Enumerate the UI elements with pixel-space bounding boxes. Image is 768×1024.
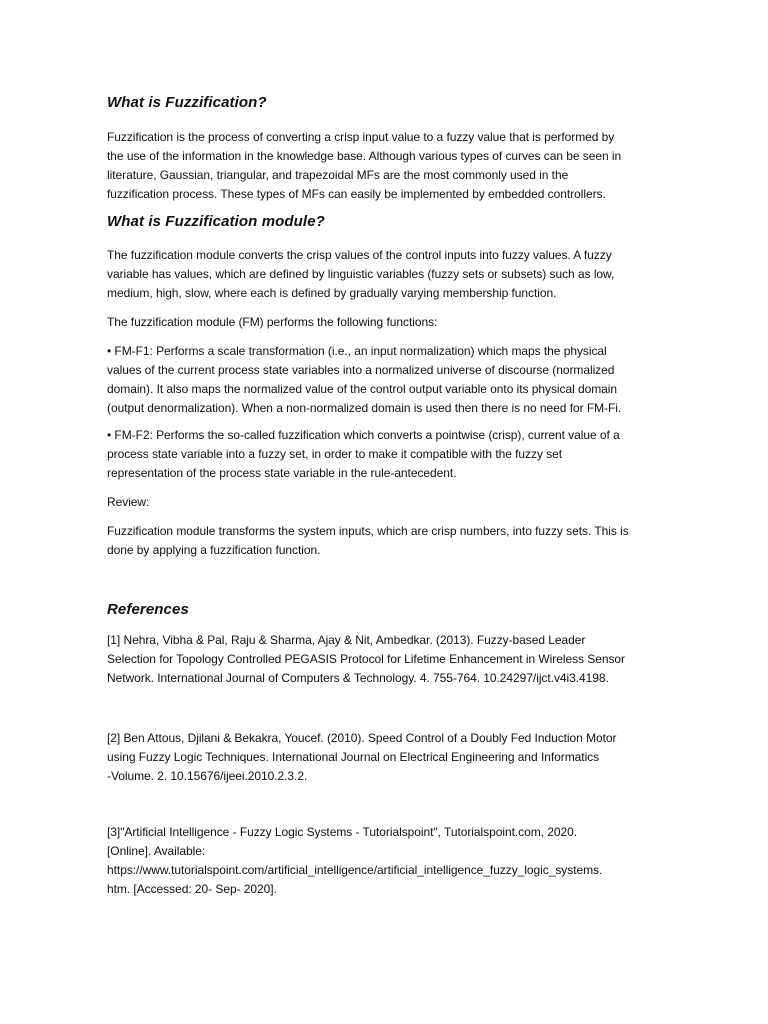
text-line: Fuzzification is the process of converting a crisp input value to a fuzzy value that is performed by bbox=[107, 130, 615, 144]
text-line: [Online]. Available: bbox=[107, 844, 206, 858]
bullet-fm-f1 bbox=[107, 342, 667, 418]
text-line: using Fuzzy Logic Techniques. International Journal on Electrical Engineering and Informatics bbox=[107, 750, 600, 764]
paragraph-fuzzification-definition bbox=[107, 128, 667, 204]
reference-item-1 bbox=[107, 631, 667, 688]
text-line: [3]"Artificial Intelligence - Fuzzy Logic Systems - Tutorialspoint", Tutorialspoint.com, 2020. bbox=[107, 825, 578, 839]
text-line: The fuzzification module converts the crisp values of the control inputs into fuzzy values. A fuzzy bbox=[107, 248, 612, 262]
heading-what-is-fuzzification-module: What is Fuzzification module? bbox=[107, 213, 325, 230]
paragraph-module-intro bbox=[107, 246, 667, 303]
review-label bbox=[107, 493, 667, 512]
text-line: Review: bbox=[107, 495, 150, 509]
text-line: medium, high, slow, where each is defined by gradually varying membership function. bbox=[107, 286, 557, 300]
text-line: The fuzzification module (FM) performs the following functions: bbox=[107, 315, 438, 329]
text-line: -Volume. 2. 10.15676/ijeei.2010.2.3.2. bbox=[107, 769, 308, 783]
text-line: fuzzification process. These types of MFs can easily be implemented by embedded controllers. bbox=[107, 187, 606, 201]
text-line: Fuzzification module transforms the system inputs, which are crisp numbers, into fuzzy sets. This is bbox=[107, 524, 629, 538]
text-line: done by applying a fuzzification function. bbox=[107, 543, 321, 557]
text-line: process state variable into a fuzzy set, in order to make it compatible with the fuzzy set bbox=[107, 447, 563, 461]
reference-item-2 bbox=[107, 729, 667, 786]
text-line: representation of the process state variable in the rule-antecedent. bbox=[107, 466, 457, 480]
text-line: htm. [Accessed: 20- Sep- 2020]. bbox=[107, 882, 277, 896]
text-line: [2] Ben Attous, Djilani & Bekakra, Youcef. (2010). Speed Control of a Doubly Fed Induction Motor bbox=[107, 731, 617, 745]
text-line: the use of the information in the knowledge base. Although various types of curves can be seen in bbox=[107, 149, 622, 163]
bullet-fm-f2 bbox=[107, 426, 667, 483]
text-line: variable has values, which are defined by linguistic variables (fuzzy sets or subsets) such as low, bbox=[107, 267, 615, 281]
text-line: Network. International Journal of Computers & Technology. 4. 755-764. 10.24297/ijct.v4i3.4198. bbox=[107, 671, 609, 685]
text-line: [1] Nehra, Vibha & Pal, Raju & Sharma, Ajay & Nit, Ambedkar. (2013). Fuzzy-based Leader bbox=[107, 633, 586, 647]
text-line: values of the current process state variables into a normalized universe of discourse (normalized bbox=[107, 363, 615, 377]
reference-item-3 bbox=[107, 823, 667, 899]
text-line: • FM-F2: Performs the so-called fuzzification which converts a pointwise (crisp), current value of a bbox=[107, 428, 620, 442]
text-line: domain). It also maps the normalized value of the control output variable onto its physical domain bbox=[107, 382, 618, 396]
paragraph-review bbox=[107, 522, 667, 560]
paragraph-functions-intro bbox=[107, 313, 667, 332]
text-line: • FM-F1: Performs a scale transformation (i.e., an input normalization) which maps the physical bbox=[107, 344, 607, 358]
heading-references: References bbox=[107, 601, 189, 618]
heading-what-is-fuzzification: What is Fuzzification? bbox=[107, 94, 267, 111]
reference-url[interactable]: https://www.tutorialspoint.com/artificial_intelligence/artificial_intelligence_fuzzy_logic_systems. bbox=[107, 863, 603, 877]
text-line: literature, Gaussian, triangular, and trapezoidal MFs are the most commonly used in the bbox=[107, 168, 569, 182]
text-line: Selection for Topology Controlled PEGASIS Protocol for Lifetime Enhancement in Wireless Sensor bbox=[107, 652, 626, 666]
text-line: (output denormalization). When a non-normalized domain is used then there is no need for FM-Fi. bbox=[107, 401, 622, 415]
